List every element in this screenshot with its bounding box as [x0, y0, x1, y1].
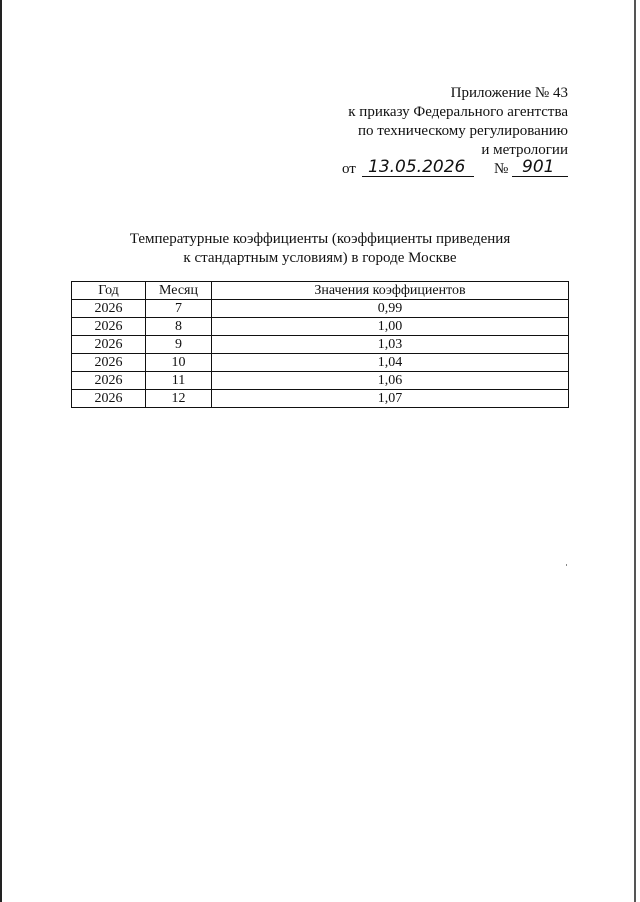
- cell-month: 11: [146, 372, 212, 390]
- table-row: [72, 336, 569, 354]
- column-header-coefficient: Значения коэффициентов: [212, 282, 569, 300]
- scan-edge-left: [0, 0, 2, 902]
- appendix-number: Приложение № 43: [450, 85, 568, 101]
- cell-month: 7: [146, 300, 212, 318]
- order-number-handwritten: 901: [522, 157, 555, 177]
- appendix-order-ref-3: и метрологии: [481, 142, 568, 158]
- table-row: [72, 318, 569, 336]
- order-date-handwritten: 13.05.2026: [368, 157, 466, 177]
- number-prefix: №: [494, 161, 509, 177]
- table-row: [72, 300, 569, 318]
- date-prefix: от: [342, 161, 356, 177]
- appendix-order-ref: к приказу Федерального агентства: [348, 104, 568, 120]
- cell-month: 10: [146, 354, 212, 372]
- cell-coefficient: 1,03: [212, 336, 569, 354]
- cell-coefficient: 1,04: [212, 354, 569, 372]
- cell-month: 12: [146, 390, 212, 408]
- order-date-row: [342, 158, 570, 180]
- cell-coefficient: 0,99: [212, 300, 569, 318]
- appendix-order-ref-2: по техническому регулированию: [357, 123, 568, 139]
- cell-year: 2026: [72, 336, 146, 354]
- cell-coefficient: 1,00: [212, 318, 569, 336]
- cell-year: 2026: [72, 354, 146, 372]
- table-header-row: [72, 282, 569, 300]
- cell-year: 2026: [72, 300, 146, 318]
- title-line-2: к стандартным условиям) в городе Москве: [183, 250, 457, 266]
- cell-coefficient: 1,06: [212, 372, 569, 390]
- cell-year: 2026: [72, 390, 146, 408]
- cell-month: 9: [146, 336, 212, 354]
- scan-edge-right: [634, 0, 636, 902]
- coefficients-table: [71, 281, 569, 408]
- scan-speck: [566, 564, 567, 566]
- table-row: [72, 372, 569, 390]
- cell-year: 2026: [72, 318, 146, 336]
- cell-month: 8: [146, 318, 212, 336]
- cell-coefficient: 1,07: [212, 390, 569, 408]
- document-title: [70, 230, 570, 268]
- title-line-1: Температурные коэффициенты (коэффициенты приведения: [129, 231, 511, 247]
- column-header-month: Месяц: [146, 282, 212, 300]
- table-row: [72, 354, 569, 372]
- cell-year: 2026: [72, 372, 146, 390]
- table-row: [72, 390, 569, 408]
- appendix-header: [348, 84, 568, 160]
- column-header-year: Год: [72, 282, 146, 300]
